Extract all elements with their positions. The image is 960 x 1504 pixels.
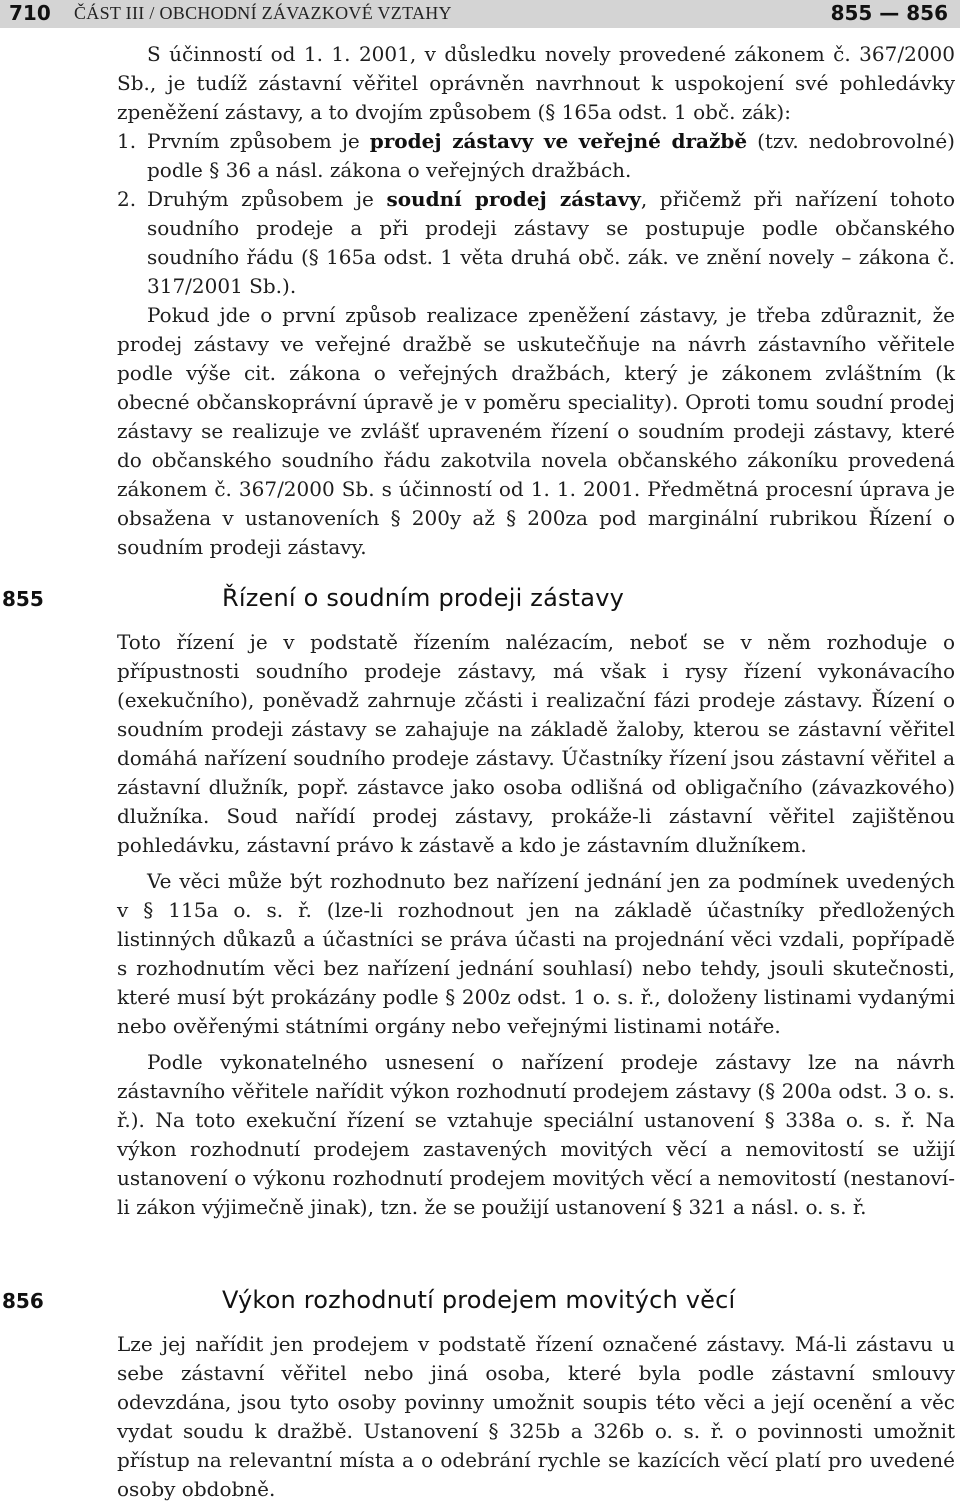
body-paragraph: Podle vykonatelného usnesení o nařízení prodeje zástavy lze na návrh zástavního věřitele nařídit výkon rozhodnutí prodejem zástavy (§ 200a odst. 3 o. s. ř.). Na toto exekuční řízení se vztahuje speciální ustanovení § 338a o. s. ř. Na výkon rozhodnutí prodejem zastavených movitých věcí a nemovitostí se užijí ustanovení o výkonu rozhodnutí prodejem movitých věcí a nemovitostí (nestanoví-li zákon výjimečně jinak), tzn. že se použijí ustanovení § 321 a násl. o. s. ř. [117, 1050, 955, 1219]
part-title: ČÁST III / OBCHODNÍ ZÁVAZKOVÉ VZTAHY [74, 3, 452, 23]
list-item-number: 1. [117, 129, 137, 153]
emphasis-text: prodej zástavy ve veřejné dražbě [369, 129, 748, 153]
paragraph-range: 855 — 856 [830, 1, 948, 25]
body-paragraph: Ve věci může být rozhodnuto bez nařízení jednání jen za podmínek uvedených v § 115a o. s. ř. (lze-li rozhodnout jen na základě účastníky předložených listinných důkazů a účastníci se práva účasti na projednání věci vzdali, popřípadě s rozhodnutím věci bez nařízení jednání souhlasí) nebo tehdy, jsouli skutečnosti, které musí být prokázány podle § 200z odst. 1 o. s. ř., doloženy listinami vydanými nebo ověřenými státními orgány nebo veřejnými listinami notáře. [117, 869, 955, 1038]
page-number: 710 [9, 1, 51, 25]
section-heading: Výkon rozhodnutí prodejem movitých věcí [222, 1286, 736, 1314]
section-855-body [117, 628, 955, 1222]
section-number: 856 [2, 1289, 44, 1313]
section-heading: Řízení o soudním prodeji zástavy [222, 584, 625, 612]
intro-paragraph: S účinností od 1. 1. 2001, v důsledku novely provedené zákonem č. 367/2000 Sb., je tudíž zástavní věřitel oprávněn navrhnout k uspokojení své pohledávky zpeněžení zástavy, a to dvojím způsobem (§ 165a odst. 1 obč. zák): [117, 42, 955, 124]
section-856-body [117, 1330, 955, 1504]
list-item-1: 1. Prvním způsobem je prodej zástavy ve veřejné dražbě (tzv. nedobrovolné) podle § 36 a násl. zákona o veřejných dražbách. [117, 129, 955, 182]
emphasis-text: soudní prodej zástavy [386, 187, 641, 211]
section-number: 855 [2, 587, 44, 611]
body-paragraph: Pokud jde o první způsob realizace zpeněžení zástavy, je třeba zdůraznit, že prodej zástavy ve veřejné dražbě se uskutečňuje na návrh zástavního věřitele podle výše cit. zákona o veřejných dražbách, který je zákonem zvláštním (k obecné občanskoprávní úpravě je v poměru speciality). Oproti tomu soudní prodej zástavy se realizuje ve zvlášť upraveném řízení o soudním prodeji zástavy, které do občanského soudního řádu zakotvila novela občanského zákoníku provedená zákonem č. 367/2000 Sb. s účinností od 1. 1. 2001. Předmětná procesní úprava je obsažena v ustanoveních § 200y až § 200za pod marginální rubrikou Řízení o soudním prodeji zástavy. [117, 303, 955, 559]
page-header [0, 0, 960, 28]
list-item-2: 2. Druhým způsobem je soudní prodej zástavy, přičemž při nařízení tohoto soudního prodeje a při prodeji zástavy se postupuje podle občanského soudního řádu (§ 165a odst. 1 věta druhá obč. zák. ve znění novely – zákona č. 317/2001 Sb.). [117, 187, 956, 298]
body-paragraph: Lze jej nařídit jen prodejem v podstatě řízení označené zástavy. Má-li zástavu u sebe zástavní věřitel nebo jiná osoba, které byla podle zástavní smlouvy odevzdána, jsou tyto osoby povinny umožnit soupis této věci a její ocenění a věc vydat soudu k dražbě. Ustanovení § 325b a 326b o. s. ř. o povinnosti umožnit přístup na relevantní místa a o odebrání rychle se kazících věcí platí pro uvedené osoby obdobně. [117, 1332, 955, 1501]
list-item-number: 2. [117, 187, 137, 211]
intro-block [117, 40, 955, 562]
body-paragraph: Toto řízení je v podstatě řízením nalézacím, neboť se v něm rozhoduje o přípustnosti soudního prodeje zástavy, má však i rysy řízení vykonávacího (exekučního), poněvadž zahrnuje zčásti i realizační fázi prodeje zástavy. Řízení o soudním prodeji zástavy se zahajuje na základě žaloby, kterou se zástavní věřitel domáhá nařízení soudního prodeje zástavy. Účastníky řízení jsou zástavní věřitel a zástavní dlužník, popř. zástavce jako osoba odlišná od obligačního (závazkového) dlužníka. Soud nařídí prodej zástavy, prokáže-li zástavní věřitel zajištěnou pohledávku, zástavní právo k zástavě a kdo je zástavním dlužníkem. [117, 630, 955, 857]
